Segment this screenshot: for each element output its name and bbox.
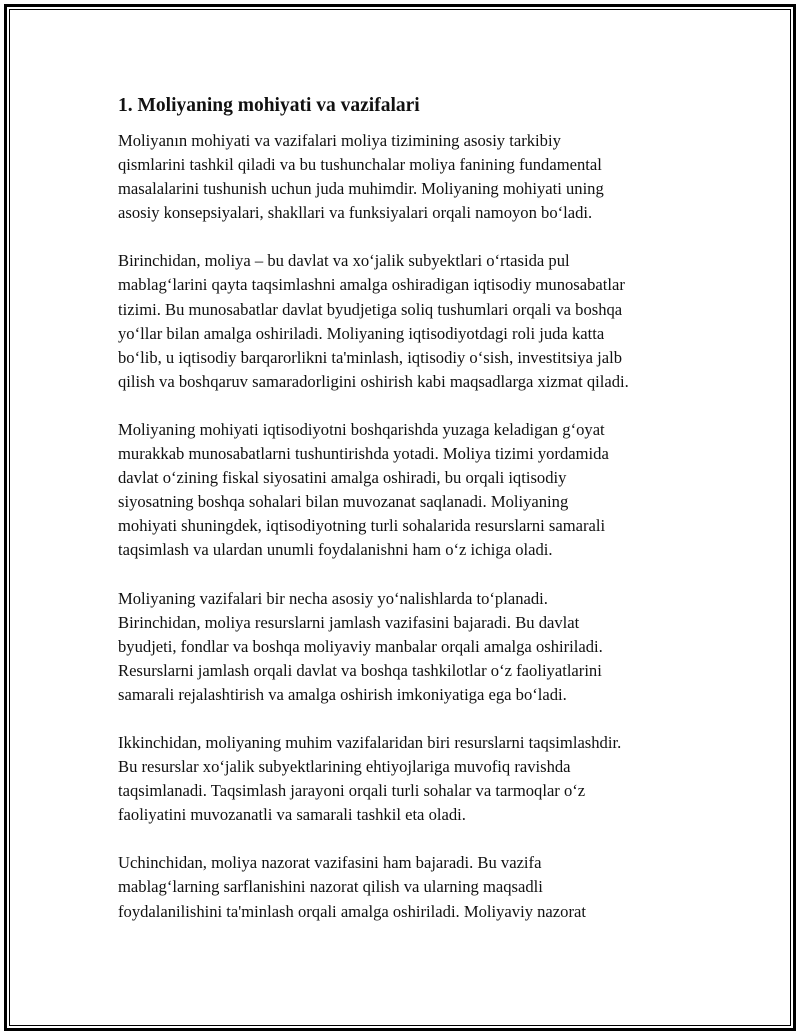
paragraph-line: murakkab munosabatlarni tushuntirishda yotadi. Moliya tizimi yordamida	[118, 444, 609, 464]
paragraph-line: davlat o‘zining fiskal siyosatini amalga oshiradi, bu orqali iqtisodiy	[118, 468, 567, 488]
paragraph-line: Bu resurslar xo‘jalik subyektlarining ehtiyojlariga muvofiq ravishda	[118, 757, 571, 777]
paragraph-line: samarali rejalashtirish va amalga oshirish imkoniyatiga ega bo‘ladi.	[118, 684, 567, 704]
paragraph-line: mablag‘larning sarflanishini nazorat qilish va ularning maqsadli	[118, 877, 543, 897]
paragraph-list	[118, 129, 698, 924]
document-body	[118, 93, 698, 948]
paragraph	[118, 249, 698, 394]
paragraph-line: masalalarini tushunish uchun juda muhimdir. Moliyaning mohiyati uning	[118, 179, 604, 199]
paragraph-line: mablag‘larini qayta taqsimlashni amalga oshiradigan iqtisodiy munosabatlar	[118, 275, 625, 295]
paragraph-line: byudjeti, fondlar va boshqa moliyaviy manbalar orqali amalga oshiriladi.	[118, 636, 603, 656]
paragraph-line: yo‘llar bilan amalga oshiriladi. Moliyaning iqtisodiyotdagi roli juda katta	[118, 323, 605, 343]
paragraph-line: tizimi. Bu munosabatlar davlat byudjetiga soliq tushumlari orqali va boshqa	[118, 299, 623, 319]
paragraph	[118, 129, 698, 225]
paragraph-line: foydalanilishini ta'minlash orqali amalga oshiriladi. Moliyaviy nazorat	[118, 901, 586, 921]
paragraph	[118, 587, 698, 707]
paragraph-line: Uchinchidan, moliya nazorat vazifasini ham bajaradi. Bu vazifa	[118, 853, 542, 873]
paragraph-line: Birinchidan, moliya – bu davlat va xo‘jalik subyektlari o‘rtasida pul	[118, 251, 570, 271]
paragraph	[118, 418, 698, 563]
paragraph-line: qilish va boshqaruv samaradorligini oshirish kabi maqsadlarga xizmat qiladi.	[118, 371, 629, 391]
paragraph-line: asosiy konsepsiyalari, shakllari va funksiyalari orqali namoyon bo‘ladi.	[118, 203, 593, 223]
paragraph-line: bo‘lib, u iqtisodiy barqarorlikni ta'minlash, iqtisodiy o‘sish, investitsiya jalb	[118, 347, 622, 367]
paragraph-line: Birinchidan, moliya resurslarni jamlash vazifasini bajaradi. Bu davlat	[118, 612, 580, 632]
paragraph-line: Ikkinchidan, moliyaning muhim vazifalaridan biri resurslarni taqsimlashdir.	[118, 732, 622, 752]
paragraph-line: Resurslarni jamlash orqali davlat va boshqa tashkilotlar o‘z faoliyatlarini	[118, 660, 602, 680]
paragraph-line: qismlarini tashkil qiladi va bu tushunchalar moliya fanining fundamental	[118, 155, 602, 175]
paragraph-line: taqsimlanadi. Taqsimlash jarayoni orqali turli sohalar va tarmoqlar o‘z	[118, 781, 586, 801]
section-heading: 1. Moliyaning mohiyati va vazifalari	[118, 95, 420, 116]
paragraph-line: faoliyatini muvozanatli va samarali tashkil eta oladi.	[118, 805, 466, 825]
paragraph-line: taqsimlash va ulardan unumli foydalanishni ham o‘z ichiga oladi.	[118, 540, 553, 560]
paragraph-line: siyosatning boshqa sohalari bilan muvozanat saqlanadi. Moliyaning	[118, 492, 569, 512]
paragraph-line: mohiyati shuningdek, iqtisodiyotning turli sohalarida resurslarni samarali	[118, 516, 606, 536]
paragraph-line: Moliyanın mohiyati va vazifalari moliya tizimining asosiy tarkibiy	[118, 131, 561, 150]
paragraph-line: Moliyaning vazifalari bir necha asosiy yo‘nalishlarda to‘planadi.	[118, 588, 548, 608]
paragraph	[118, 731, 698, 827]
paragraph-line: Moliyaning mohiyati iqtisodiyotni boshqarishda yuzaga keladigan g‘oyat	[118, 419, 605, 439]
paragraph	[118, 851, 698, 923]
